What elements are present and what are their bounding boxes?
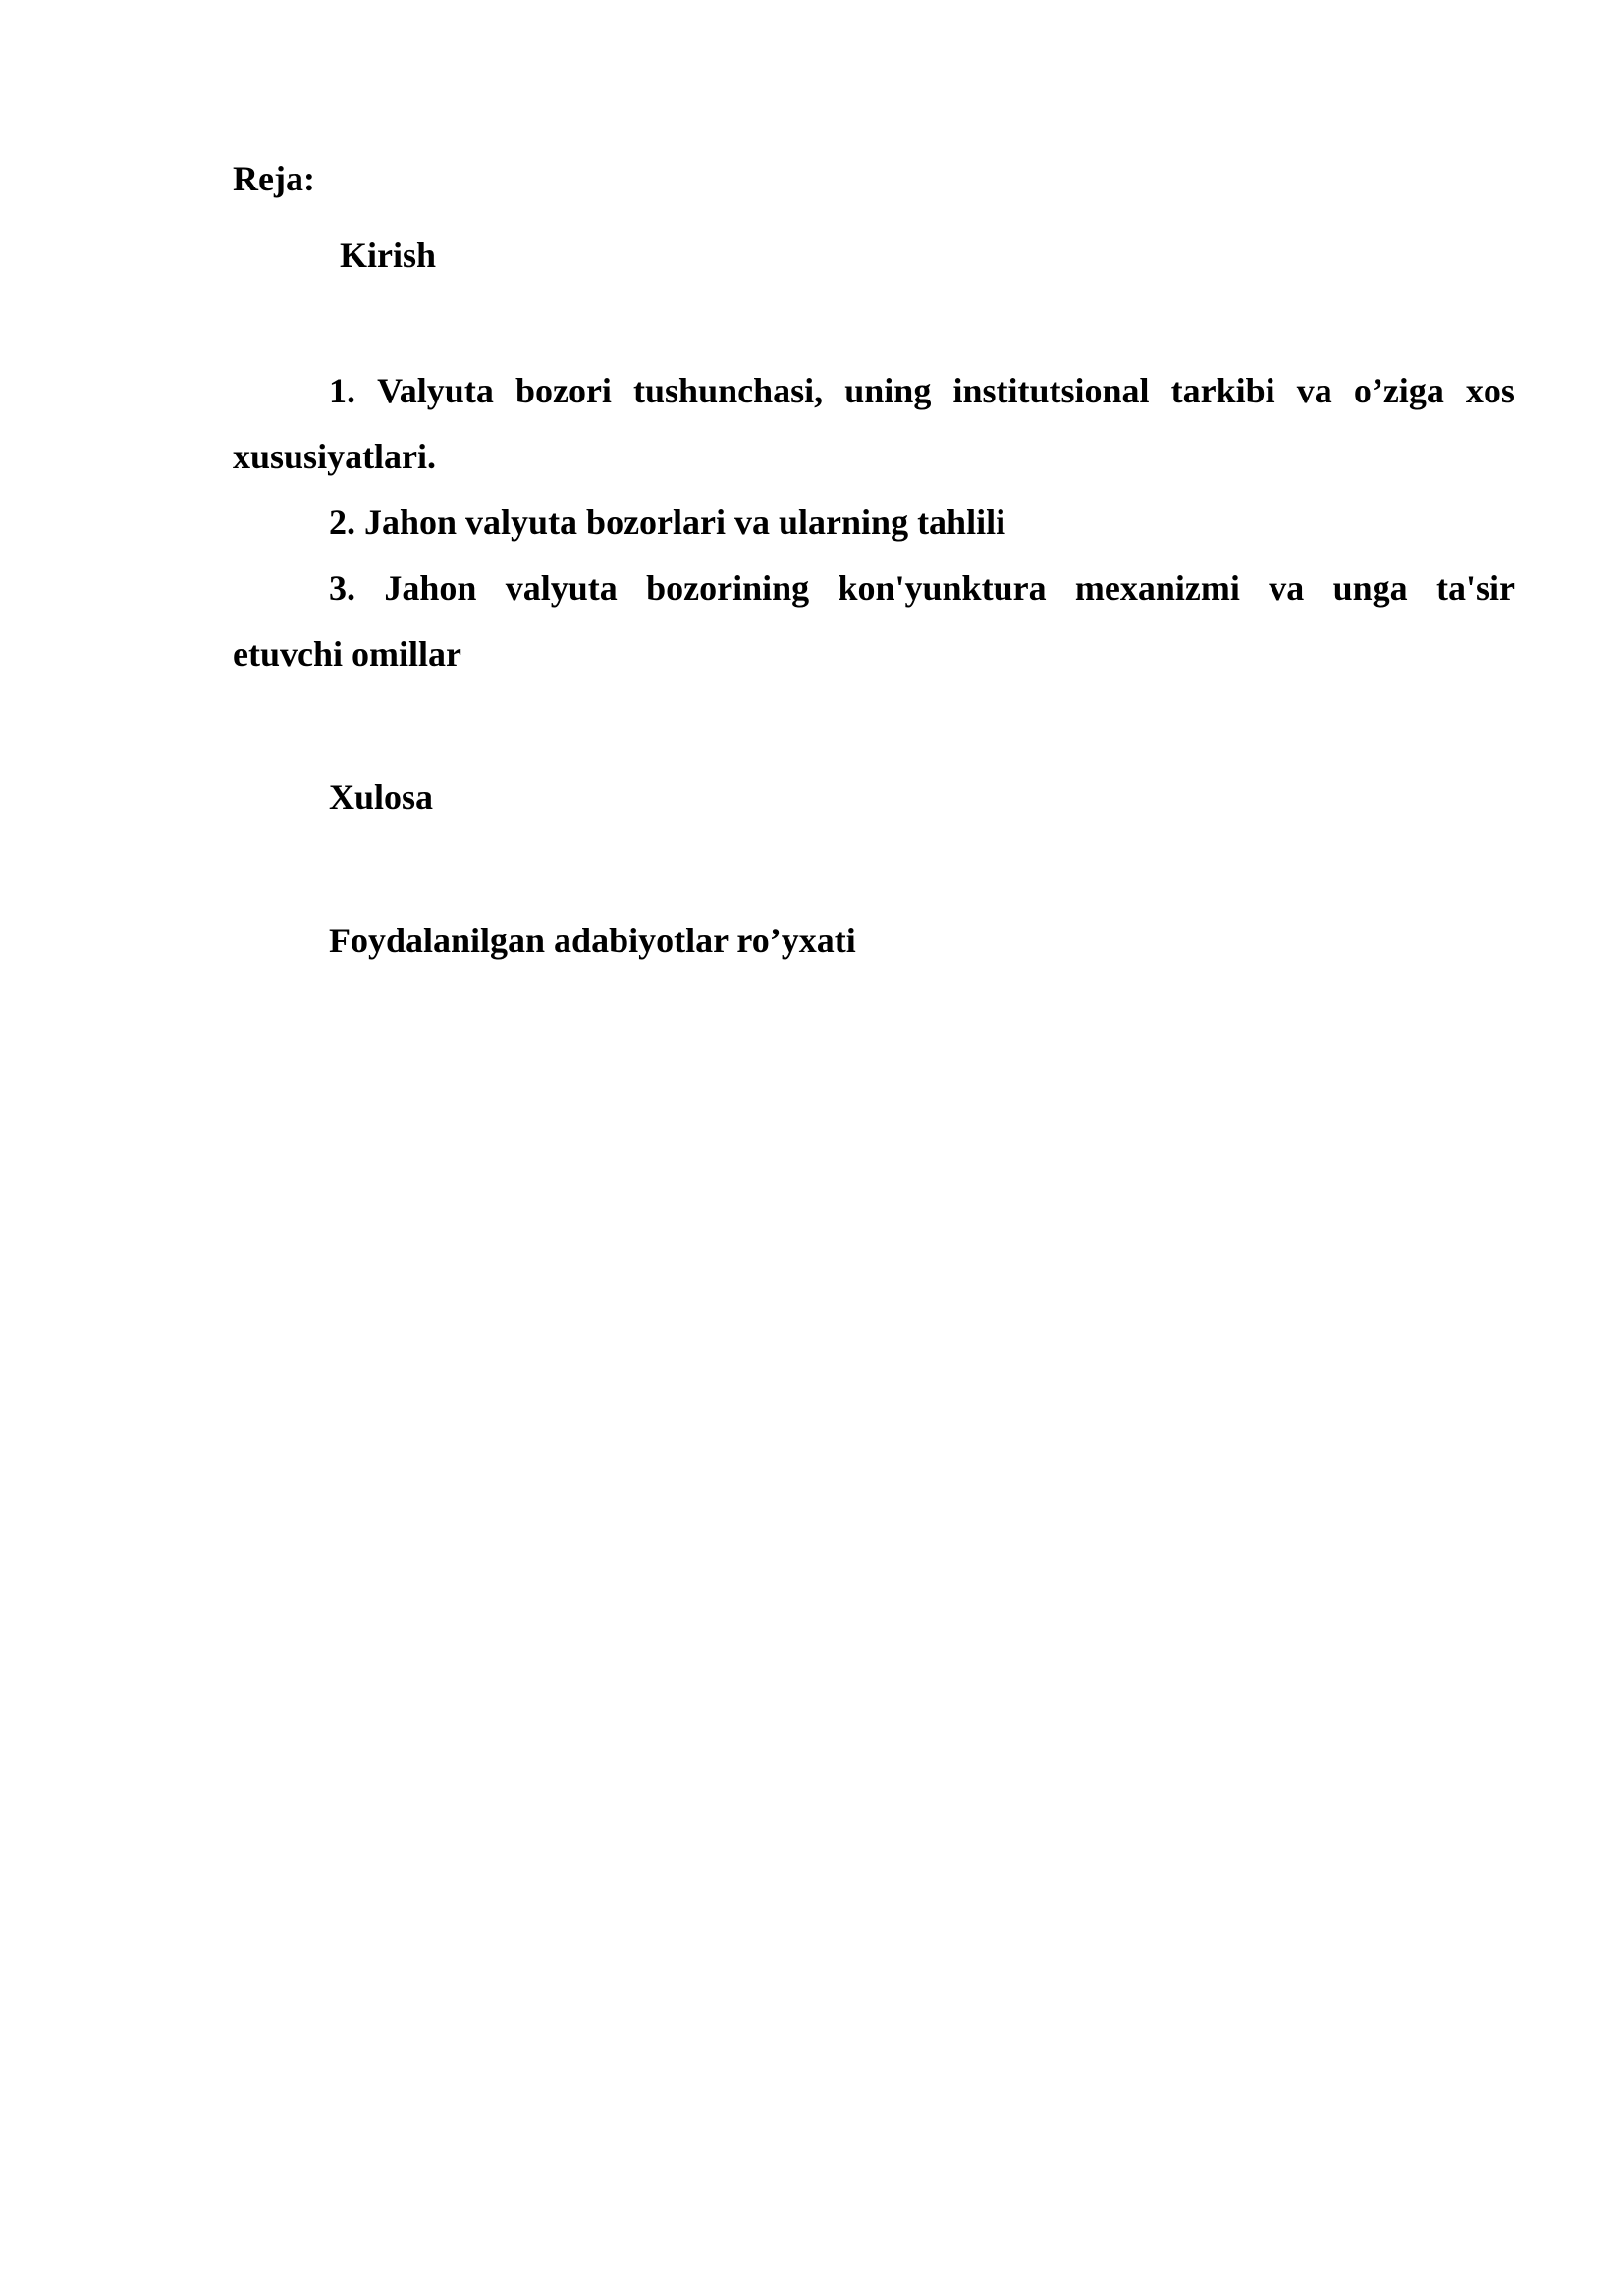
word: valyuta: [505, 568, 618, 608]
word: 1.: [329, 371, 355, 410]
word: tushunchasi,: [633, 371, 824, 410]
word: uning: [844, 371, 932, 410]
word: unga: [1332, 568, 1408, 608]
word: va: [1269, 568, 1305, 608]
plan-heading: Reja:: [233, 159, 315, 198]
plan-item-1-line-1: [329, 369, 1515, 412]
word: mexanizmi: [1074, 568, 1240, 608]
plan-item-3-line-1: [329, 566, 1515, 610]
plan-item-1-line-2: xususiyatlari.: [233, 437, 437, 476]
word: tarkibi: [1170, 371, 1275, 410]
word: 3.: [329, 568, 355, 608]
word: xos: [1465, 371, 1515, 410]
word: Jahon: [384, 568, 477, 608]
intro-heading: Kirish: [340, 236, 437, 275]
word: va: [1296, 371, 1332, 410]
conclusion-heading: Xulosa: [329, 777, 434, 817]
word: Valyuta: [377, 371, 494, 410]
references-heading: Foydalanilgan adabiyotlar ro’yxati: [329, 921, 856, 960]
word: bozori: [514, 371, 612, 410]
plan-item-3-line-2: etuvchi omillar: [233, 634, 461, 673]
word: o’ziga: [1353, 371, 1444, 410]
word: kon'yunktura: [838, 568, 1047, 608]
word: institutsional: [952, 371, 1150, 410]
plan-item-2: 2. Jahon valyuta bozorlari va ularning tahlili: [329, 503, 1006, 542]
word: ta'sir: [1435, 568, 1515, 608]
word: bozorining: [646, 568, 810, 608]
